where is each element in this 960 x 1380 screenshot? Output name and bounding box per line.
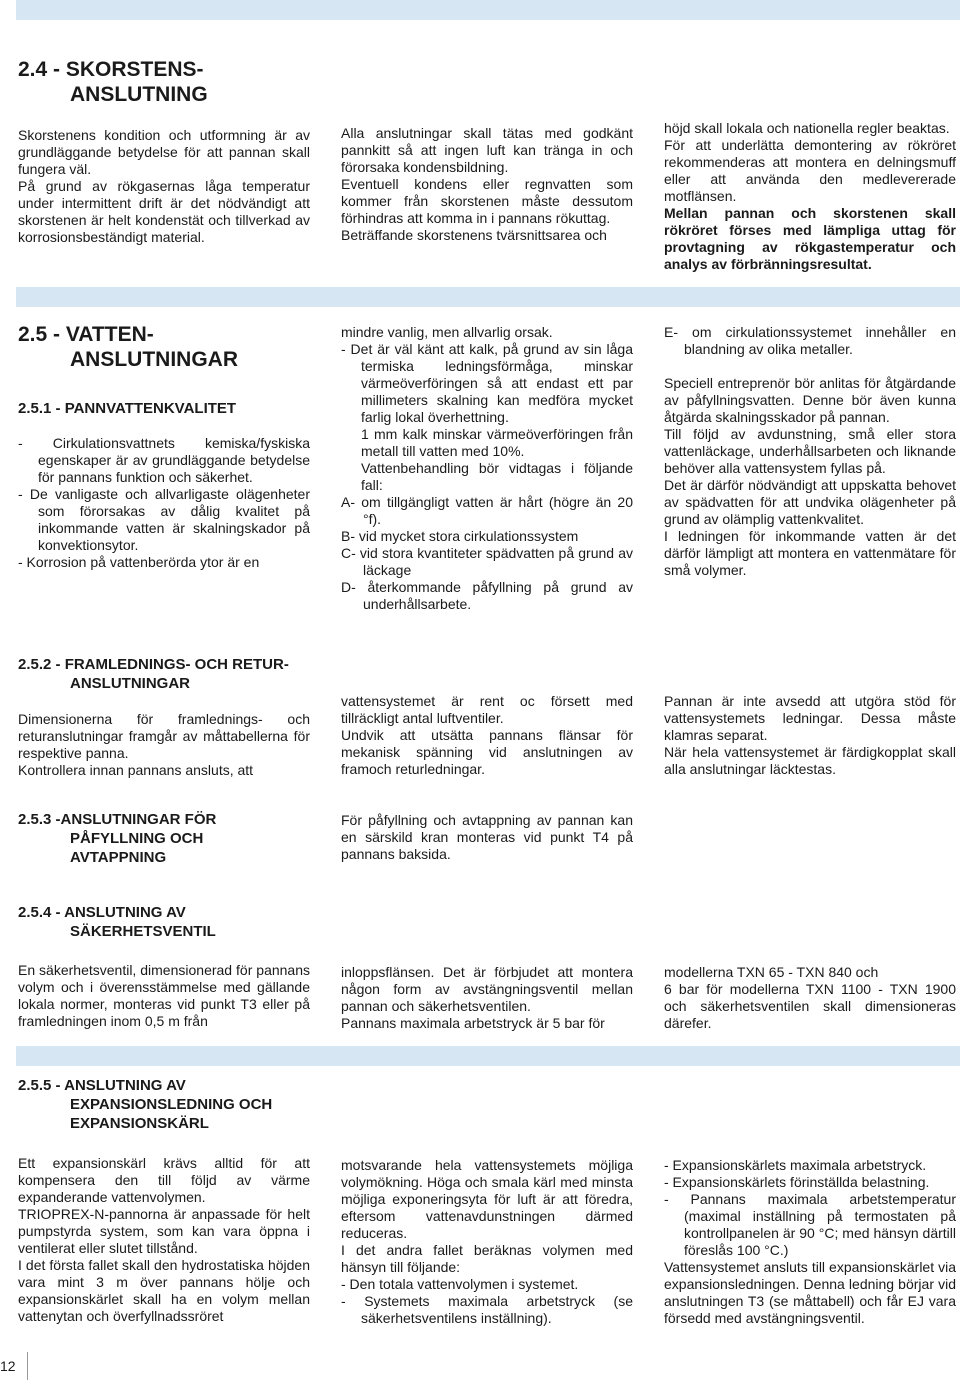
section-divider-band — [16, 1046, 960, 1066]
section-heading-2-5: 2.5 - VATTEN- ANSLUTNINGAR — [18, 323, 238, 371]
section-2-5-1-col1: - Cirkulationsvattnets kemiska/fyskiska egenskaper är av grundläggande betydelse för pannans funktion och säkerhet. - De vanligaste och allvarligaste olägenheter som förorsakas av dålig kvalitet på inkommande vatten är skalningskador på konvektionsytor. - Korrosion på vattenberörda ytor är en — [18, 435, 310, 570]
section-2-5-1-col3: E- om cirkulationssystemet innehåller en blandning av olika metaller. Speciell entreprenör bör anlitas för åtgärdande av påfyllningsvatten. Denne bör även kunna åtgärda skalningsskador på pannan. Till följd av avdunstning, små eller stora vattenläckage, underhållsarbeten och liknande behöver alla vattensystem fyllas på. Det är därför nödvändigt att uppskatta behovet av spädvatten för att undvika olägenheter på grund av olämplig vattenkvalitet. I ledningen för inkommande vatten är det därför lämpligt att montera en vattenmätare för små volymer. — [664, 324, 956, 578]
section-2-4-col2: Alla anslutningar skall tätas med godkänt pannkitt så att ingen luft kan tränga in och förorsaka kondensbildning. Eventuell kondens eller regnvatten som kommer från skorstenen måste dessutom förhindras att komma in i pannans rökuttag. Beträffande skorstenens tvärsnittsarea och — [341, 125, 633, 243]
section-2-5-1-col2: mindre vanlig, men allvarlig orsak. - Det är väl känt att kalk, på grund av sin låga termiska ledningsförmåga, minskar värmeöverföringen så att endast ett par millimeters skalning kan medföra mycket farlig lokal överhettning. 1 mm kalk minskar värmeöverföringen från metall till vatten med 10%. Vattenbehandling bör vidtagas i följande fall: A- om tillgängligt vatten är hårt (högre än 20 °f). B- vid mycket stora cirkulationssystem C- vid stora kvantiteter spädvatten på grund av läckage D- återkommande påfyllning på grund av underhållsarbete. — [341, 324, 633, 612]
subsection-heading-2-5-3: 2.5.3 -ANSLUTNINGAR FÖR PÅFYLLNING OCH AVTAPPNING — [18, 811, 217, 866]
page-number: 12 — [0, 1358, 16, 1374]
section-2-5-5-col2: motsvarande hela vattensystemets möjliga volymökning. Höga och smala kärl med minsta möjliga exponeringsyta för luft är att föredra, eftersom vattenavdunstningen därmed reduceras. I det andra fallet beräknas volymen med hänsyn till följande: - Den totala vattenvolymen i systemet. - Systemets maximala arbetstryck (se säkerhetsventilens inställning). — [341, 1157, 633, 1326]
section-2-5-2-col1: Dimensionerna för framlednings- och returanslutningar framgår av måttabellerna för respektive panna. Kontrollera innan pannans ansluts, att — [18, 711, 310, 778]
section-2-4-col3: höjd skall lokala och nationella regler beaktas. För att underlätta demontering av rökröret rekommenderas att montera en delningsmuff eller att använda den medlevererade motflänsen. Mellan pannan och skorstenen skall rökröret förses med lämpliga uttag för provtagning av rökgastemperatur och analys av förbränningsresultat. — [664, 120, 956, 272]
section-2-5-4-col1: En säkerhetsventil, dimensionerad för pannans volym och i överensstämmelse med gällande lokala normer, monteras vid punkt T3 eller på framledningen inom 0,5 m från — [18, 962, 310, 1029]
section-2-5-5-col3: - Expansionskärlets maximala arbetstryck. - Expansionskärlets förinställda belastning. - Pannans maximala arbetstemperatur (maximal inställning på termostaten på kontrollpanelen är 90 °C; med hänsyn därtill föreslås 100 °C.) Vattensystemet ansluts till expansionskärlet via expansionsledningen. Denna ledning börjar vid anslutningen T3 (se måttabell) och får EJ vara försedd med avstängningsventil. — [664, 1157, 956, 1326]
header-band — [16, 0, 960, 20]
section-2-5-4-col2: inloppsflänsen. Det är förbjudet att montera någon form av avstängningsventil mellan pannan och säkerhetsventilen. Pannans maximala arbetstryck är 5 bar för — [341, 964, 633, 1031]
section-divider-band — [16, 287, 960, 307]
section-2-5-2-col3: Pannan är inte avsedd att utgöra stöd för vattensystemets ledningar. Dessa måste klamras separat. När hela vattensystemet är färdigkopplat skall alla anslutningar läcktestas. — [664, 693, 956, 777]
subsection-heading-2-5-2: 2.5.2 - FRAMLEDNINGS- OCH RETUR- ANSLUTNINGAR — [18, 656, 289, 692]
page-number-rule — [27, 1352, 28, 1380]
section-2-5-5-col1: Ett expansionskärl krävs alltid för att kompensera den till följd av värme expanderande vattenvolymen. TRIOPREX-N-pannorna är anpassade för helt pumpstyrda system, som kan vara öppna i ventilerat eller slutet tillstånd. I det första fallet skall den hydrostatiska höjden vara mint 3 m över pannans hölje och expansionskärlet skall ha en volym mellan vattenytan och överfyllnadssröret — [18, 1155, 310, 1324]
subsection-heading-2-5-1: 2.5.1 - PANNVATTENKVALITET — [18, 400, 237, 417]
subsection-heading-2-5-5: 2.5.5 - ANSLUTNING AV EXPANSIONSLEDNING OCH EXPANSIONSKÄRL — [18, 1077, 273, 1132]
section-heading-2-4: 2.4 - SKORSTENS- ANSLUTNING — [18, 58, 208, 106]
section-2-4-col1: Skorstenens kondition och utformning är av grundläggande betydelse för att pannan skall fungera väl. På grund av rökgasernas låga temperatur under intermittent drift är det nödvändigt att skorstenen är helt kondenstät och tillverkad av korrosionsbeständigt material. — [18, 127, 310, 245]
section-2-5-4-col3: modellerna TXN 65 - TXN 840 och 6 bar för modellerna TXN 1100 - TXN 1900 och säkerhetsventilen skall dimensioneras därefer. — [664, 964, 956, 1031]
subsection-heading-2-5-4: 2.5.4 - ANSLUTNING AV SÄKERHETSVENTIL — [18, 904, 216, 940]
section-2-5-3-col2: För påfyllning och avtappning av pannan kan en särskild kran monteras vid punkt T4 på pannans baksida. — [341, 812, 633, 862]
section-2-5-2-col2: vattensystemet är rent oc försett med tillräckligt antal luftventiler. Undvik att utsätta pannans flänsar för mekanisk spänning vid anslutningen av framoch returledningar. — [341, 693, 633, 777]
